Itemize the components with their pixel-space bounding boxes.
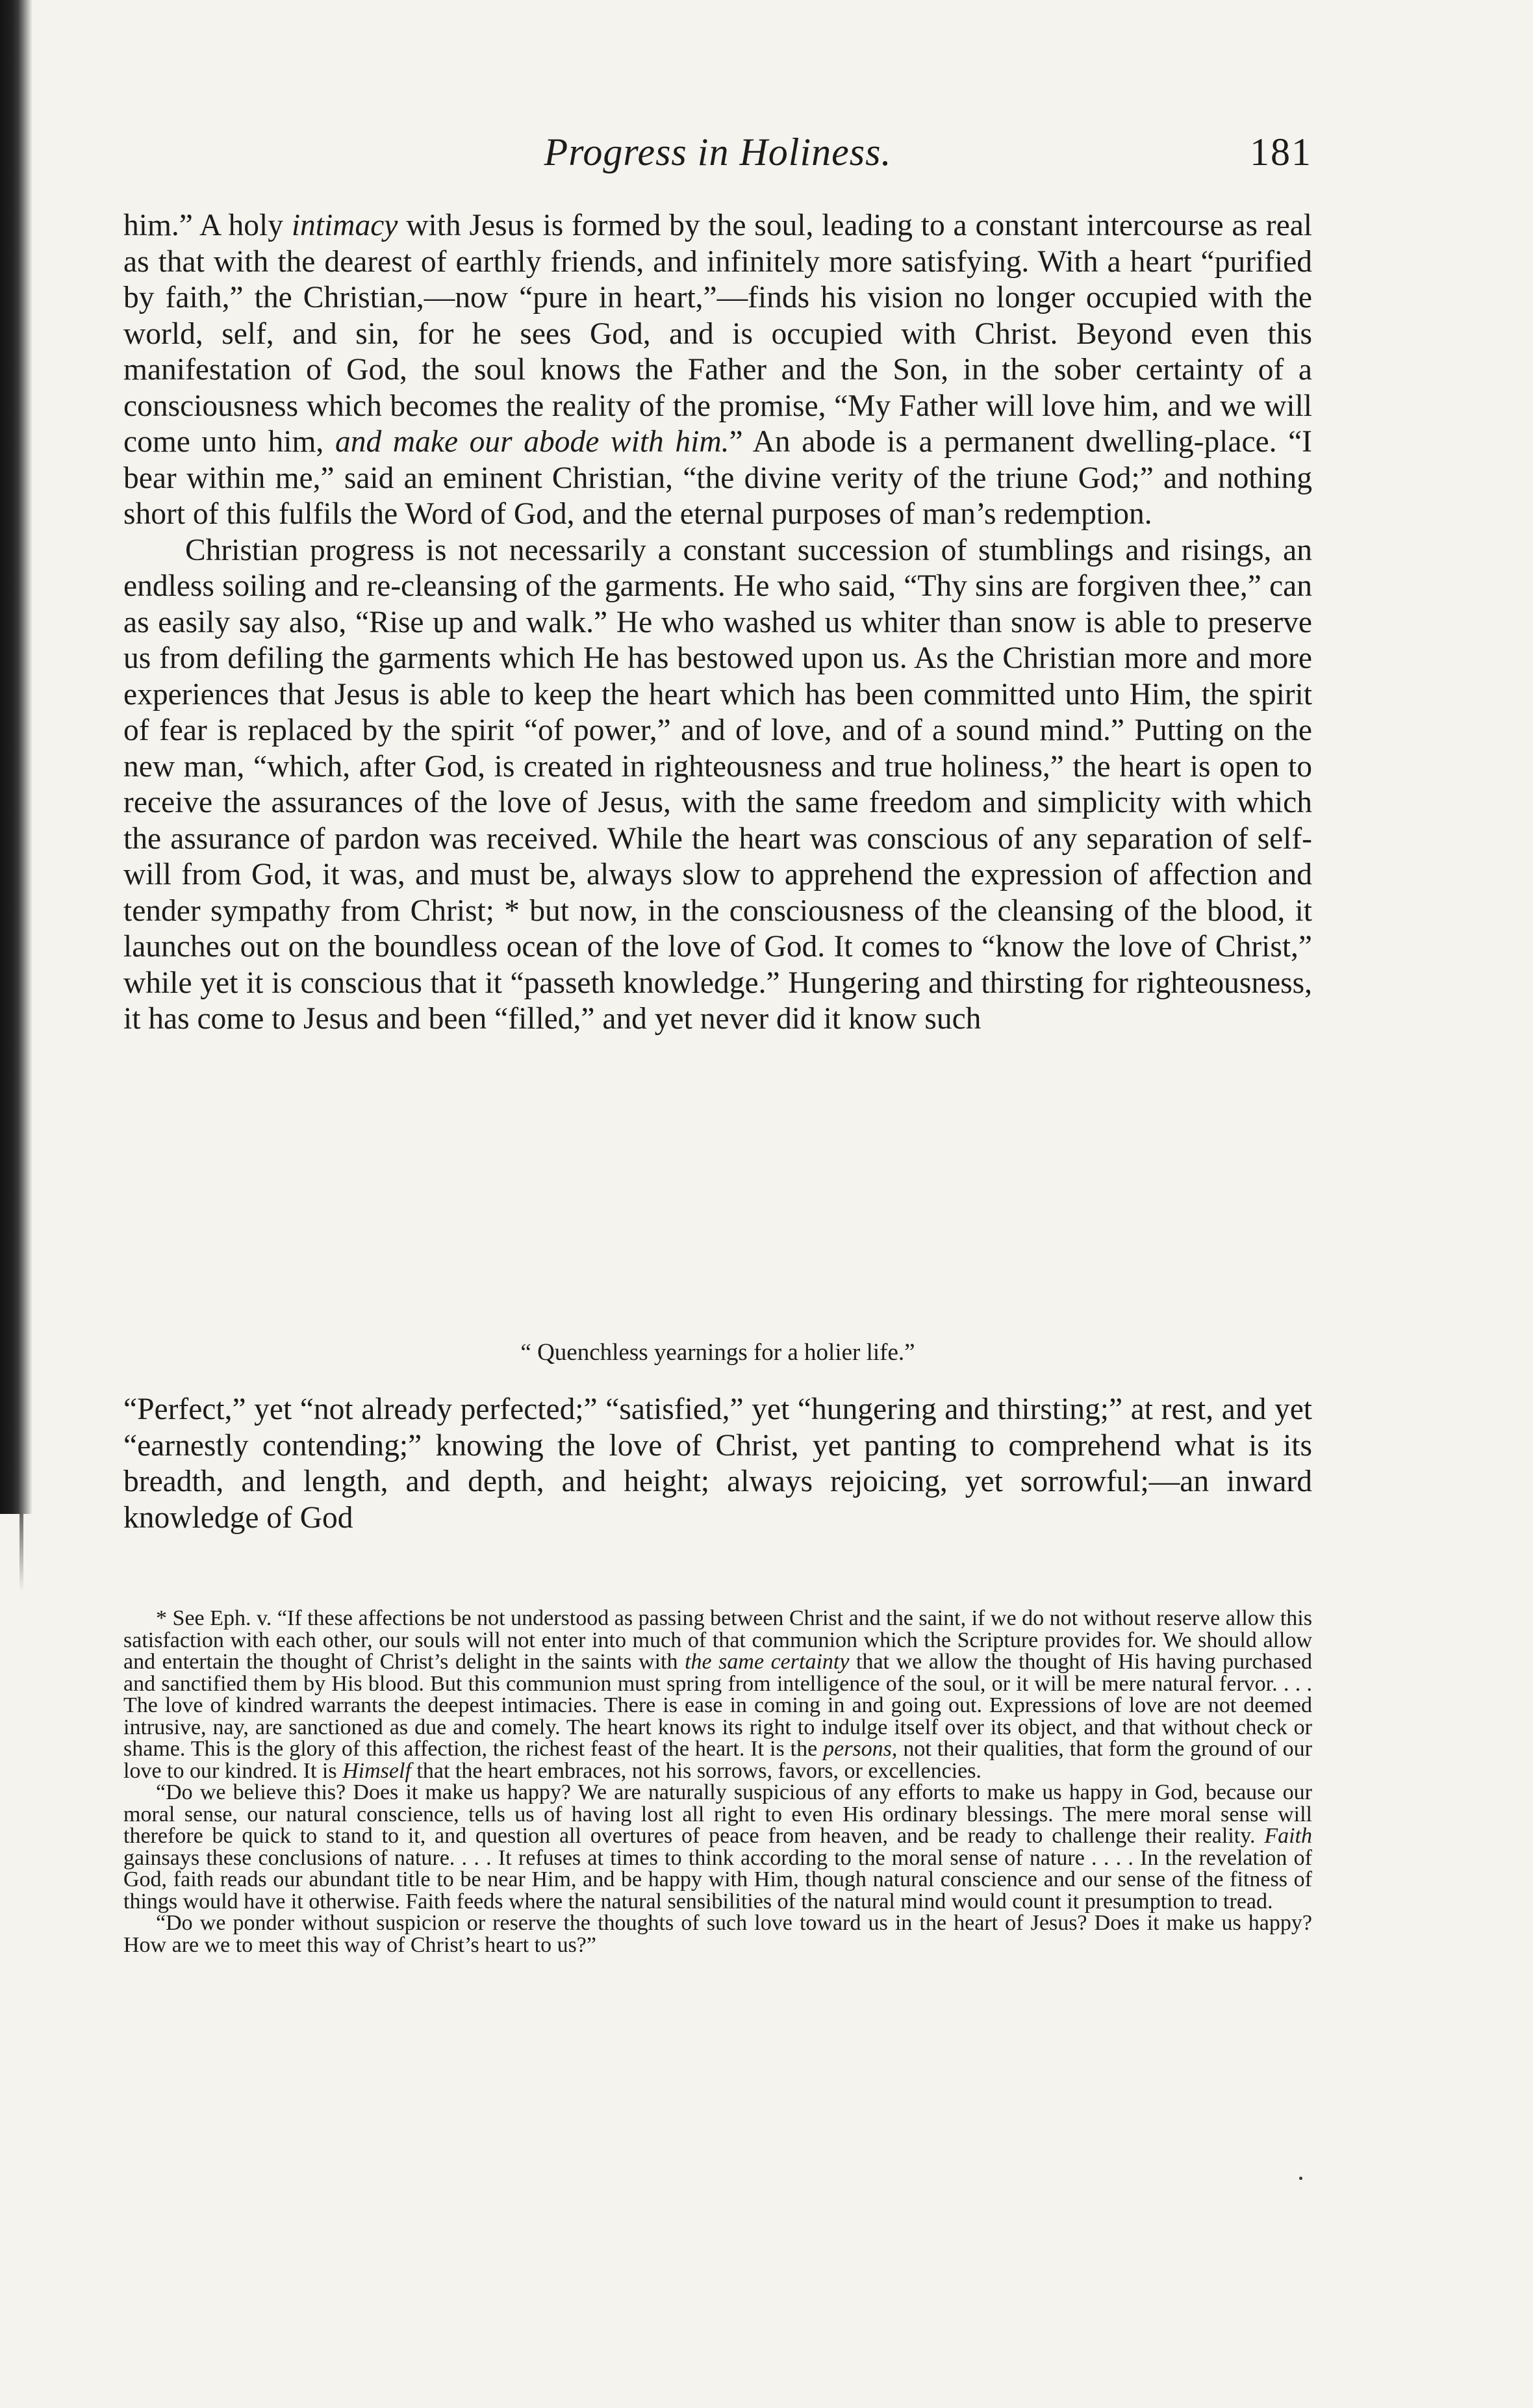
block-quote: “ Quenchless yearnings for a holier life.” bbox=[520, 1339, 915, 1366]
italic-run: Himself bbox=[342, 1758, 411, 1783]
text-run: “Do we believe this? Does it make us happy? We are naturally suspicious of any efforts to make us happy in God, because our moral sense, our natural conscience, tells us of having lost all right to even His ordinary blessings. The mere moral sense will therefore be quick to stand to it, and question all overtures of peace from heaven, and be ready to challenge their reality. bbox=[123, 1780, 1312, 1848]
book-spine-shadow-tail bbox=[19, 1514, 23, 1592]
text-run: with Jesus is formed by the soul, leading to a constant intercourse as real as that with the dearest of earthly friends, and infinitely more satisfying. With a heart “purified by faith,” the Christian,—now “pure in heart,”—finds his vision no longer occupied with the world, self, and sin, for he sees God, and is occupied with Christ. Beyond even this manifestation of God, the soul knows the Father and the Son, in the sober certainty of a consciousness which becomes the reality of the promise, “My Father will love him, and we will come unto him, bbox=[123, 209, 1312, 459]
italic-run: Faith bbox=[1264, 1824, 1312, 1848]
paragraph-2: Christian progress is not necessarily a constant succession of stumblings and risings, an endless soiling and re-cleansing of the garments. He who said, “Thy sins are forgiven thee,” can as easily say also, “Rise up and walk.” He who washed us whiter than snow is able to preserve us from defiling the garments which He has bestowed upon us. As the Christian more and more experiences that Jesus is able to keep the heart which has been committed unto Him, the spirit of fear is replaced by the spirit “of power,” and of love, and of a sound mind.” Putting on the new man, “which, after God, is created in righteousness and true holiness,” the heart is open to receive the assurances of the love of Jesus, with the same freedom and simplicity with which the assurance of pardon was received. While the heart was conscious of any separation of self-will from God, it was, and must be, always slow to apprehend the expression of affection and tender sympathy from Christ; * but now, in the consciousness of the cleansing of the blood, it launches out on the boundless ocean of the love of God. It comes to “know the love of Christ,” while yet it is conscious that it “passeth knowledge.” Hungering and thirsting for righteousness, it has come to Jesus and been “filled,” and yet never did it know such bbox=[123, 533, 1312, 1036]
page-header bbox=[123, 116, 1312, 181]
paragraph-1 bbox=[123, 208, 1312, 533]
book-spine-shadow bbox=[0, 0, 32, 1514]
text-run: gainsays these conclusions of nature. . . . It refuses at times to think according to the moral sense of nature . . . . In the revelation of God, faith reads our abundant title to be near Him, and be happy with Him, though natural conscience and our sense of the fitness of things would have it otherwise. Faith feeds where the natural sensibilities of the natural mind would count it presumption to tread. bbox=[123, 1845, 1312, 1914]
footnote-1 bbox=[123, 1607, 1312, 1782]
footnote-3: “Do we ponder without suspicion or reserve the thoughts of such love toward us in the heart of Jesus? Does it make us happy? How are we to meet this way of Christ’s heart to us?” bbox=[123, 1911, 1312, 1957]
page-number: 181 bbox=[1250, 131, 1312, 173]
text-run: that we allow the thought of His having purchased and sanctified them by His blood. But this communion must spring from intelligence of the soul, or it will be mere natural fervor. . . . The love of kindred warrants the deepest intimacies. There is ease in coming in and going out. Expressions of love are not deemed intrusive, nay, are sanctioned as due and comely. The heart knows its right to indulge itself over its object, and that without check or shame. This is the glory of this affection, the richest feast of the heart. It is the bbox=[123, 1650, 1313, 1761]
main-text bbox=[123, 208, 1312, 1038]
italic-run: and make our abode with him. bbox=[335, 425, 729, 459]
footnote-2 bbox=[123, 1782, 1312, 1912]
text-run: * See Eph. v. “If these affections be not understood as passing between Christ and the saint, if we do not without reserve allow this satisfaction with each other, our souls will not enter into much of that communion which the Scripture provides for. We should allow and entertain the thought of Christ’s delight in the saints with bbox=[123, 1606, 1312, 1674]
italic-run: persons bbox=[823, 1737, 892, 1761]
print-speck bbox=[1299, 2177, 1302, 2180]
paragraph-3: “Perfect,” yet “not already perfected;” “satisfied,” yet “hungering and thirsting;” at rest, and yet “earnestly contending;” knowing the love of Christ, yet panting to comprehend what is its breadth, and length, and depth, and height; always rejoicing, yet sorrowful;—an inward knowledge of God bbox=[123, 1392, 1312, 1535]
text-run: him.” A holy bbox=[123, 209, 292, 242]
italic-run: intimacy bbox=[291, 209, 398, 242]
main-text-continued bbox=[123, 1392, 1312, 1536]
text-run: ” An abode is a permanent dwelling-place. “I bear within me,” said an eminent Christian, “the divine verity of the triune God;” and nothing short of this fulfils the Word of God, and the eternal purposes of man’s redemption. bbox=[123, 425, 1312, 531]
text-run: that the heart embraces, not his sorrows, favors, or excellencies. bbox=[411, 1758, 982, 1783]
running-title: Progress in Holiness. bbox=[544, 131, 892, 173]
footnotes bbox=[123, 1607, 1312, 1956]
italic-run: the same certainty bbox=[685, 1650, 850, 1674]
text-run: , not their qualities, that form the ground of our love to our kindred. It is bbox=[123, 1737, 1312, 1783]
